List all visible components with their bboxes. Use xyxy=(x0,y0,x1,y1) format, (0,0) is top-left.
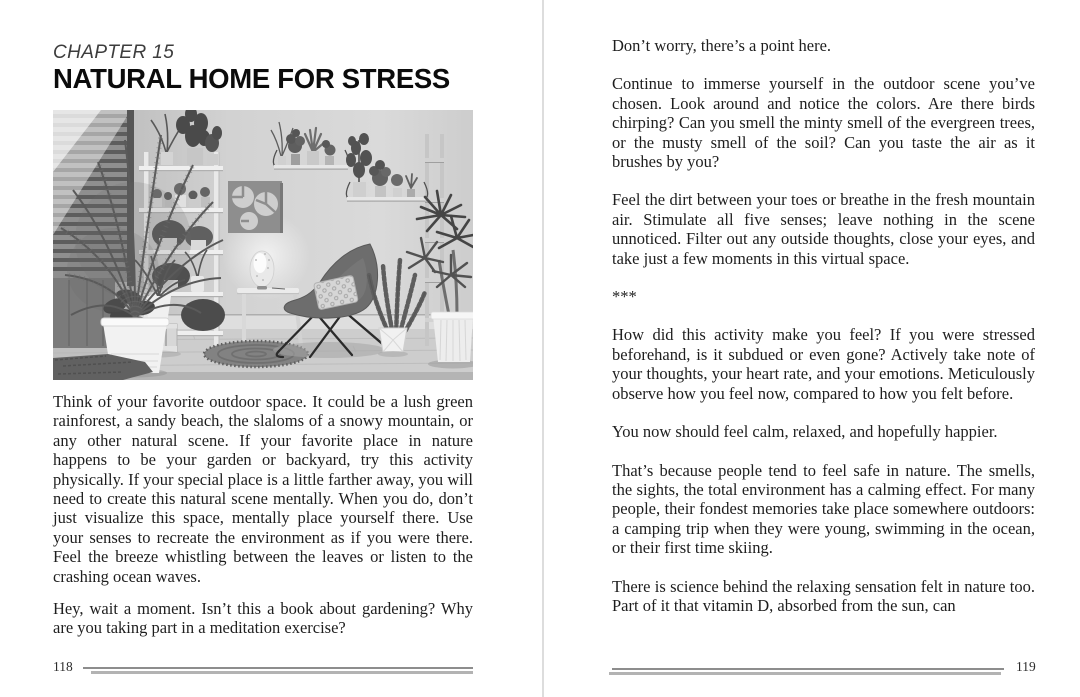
left-footer-rule-top xyxy=(83,667,473,669)
living-room-illustration xyxy=(53,110,473,380)
shelf-floor-plant xyxy=(181,299,225,331)
section-break: *** xyxy=(612,287,637,307)
left-page-number: 118 xyxy=(53,659,73,674)
left-footer-rule-bottom xyxy=(91,671,473,674)
paragraph: You now should feel calm, relaxed, and hopefully happier. xyxy=(612,422,998,442)
paragraph: Think of your favorite outdoor space. It could be a lush green rainforest, a sandy beach, the slaloms of a snowy mountain, or any other natural scene. If your favorite place in nature happens to be your garden or backyard, try this activity physically. If your special place is a little farther away, you will need to create this natural scene mentally. When you do, don’t just visualize this space, mentally place yourself there. Use your senses to recreate the environment as if you were there. Feel the breeze whistling between the leaves or listen to the crashing ocean waves. xyxy=(53,392,473,586)
paragraph: There is science behind the relaxing sensation felt in nature too. Part of it that vitamin D, absorbed from the sun, can xyxy=(612,576,1035,615)
paragraph: Don’t worry, there’s a point here. xyxy=(612,36,832,55)
left-page-body xyxy=(53,392,473,651)
chapter-label: CHAPTER 15 xyxy=(53,42,175,63)
living-room-photo xyxy=(53,110,473,380)
paragraph: Continue to immerse yourself in the outdoor scene you’ve chosen. Look around and notice the colors. Are there birds chirping? Can you smell the minty smell of the evergreen trees, or the musty smell of the soil? Can you taste the air as it brushes by you? xyxy=(612,74,1035,172)
paragraph: Feel the dirt between your toes or breathe in the fresh mountain air. Stimulate all five senses; leave nothing in the scene unnoticed. Filter out any outside thoughts, close your eyes, and take just a few moments in this virtual space. xyxy=(612,190,1035,268)
paragraph: How did this activity make you feel? If you were stressed beforehand, is it subdued or even gone? Actively take note of your thoughts, your heart rate, and your emotions. Meticulously observe how you feel now, compared to how you felt before. xyxy=(612,325,1035,403)
right-page xyxy=(612,0,1035,697)
faceted-pot xyxy=(378,328,408,357)
right-page-body xyxy=(612,36,1035,634)
page-gutter-divider xyxy=(542,0,544,697)
paragraph: Hey, wait a moment. Isn’t this a book about gardening? Why are you taking part in a meditation exercise? xyxy=(53,599,473,638)
chapter-title: NATURAL HOME FOR STRESS xyxy=(53,63,450,94)
right-footer-rule-top xyxy=(612,668,1004,670)
right-page-number: 119 xyxy=(1016,659,1036,674)
paragraph: That’s because people tend to feel safe in nature. The smells, the sights, the total environment has a calming effect. For many people, their fondest memories take place somewhere outdoors: a camping trip when they were young, swimming in the ocean, or their first time skiing. xyxy=(612,460,1035,558)
wall-art xyxy=(228,181,283,233)
right-footer-rule-bottom xyxy=(609,672,1001,675)
left-page xyxy=(53,0,473,697)
